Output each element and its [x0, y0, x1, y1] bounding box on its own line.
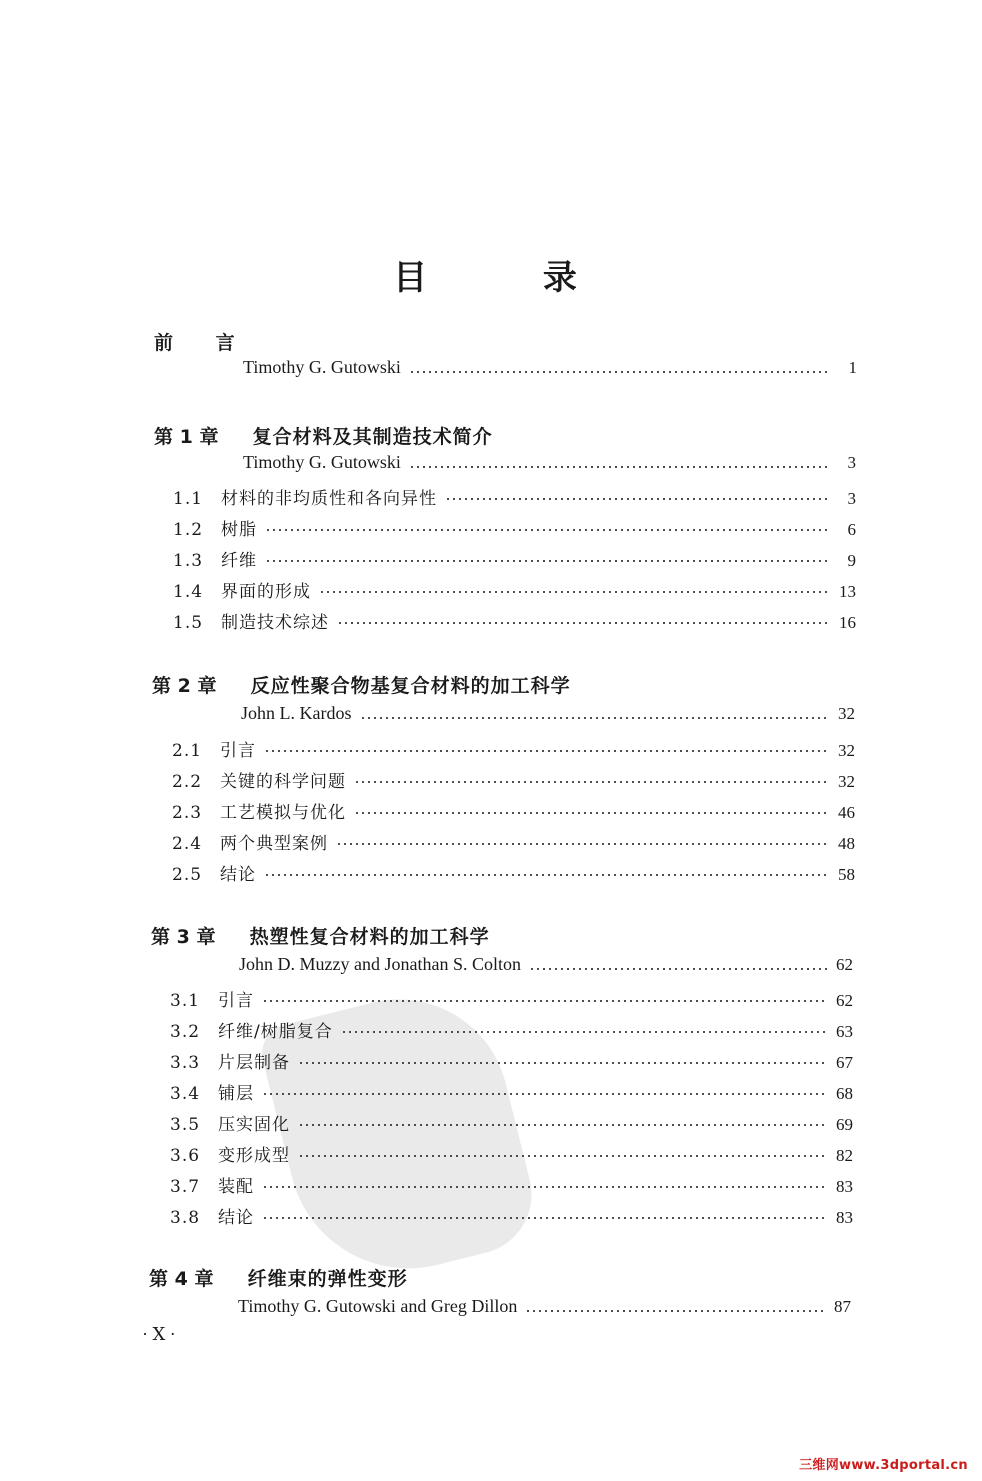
leader-dots [354, 811, 829, 815]
leader-dots [360, 716, 830, 720]
chapter-2-author-row[interactable] [241, 703, 855, 727]
leader-dots [264, 749, 829, 753]
page-title: 目 录 [393, 258, 629, 298]
chapter-title: 热塑性复合材料的加工科学 [249, 926, 490, 948]
section-title: 两个典型案例 [220, 834, 328, 854]
leader-dots [262, 999, 827, 1003]
section-page: 67 [836, 1053, 853, 1072]
section-number: 3.3 [170, 1053, 201, 1073]
section-number: 1.5 [173, 613, 204, 633]
section-page: 9 [847, 551, 856, 570]
toc-entry[interactable] [170, 1172, 853, 1196]
section-number: 2.1 [172, 741, 203, 761]
leader-dots [262, 1092, 827, 1096]
toc-entry[interactable] [170, 1110, 853, 1134]
chapter-title: 复合材料及其制造技术简介 [252, 426, 493, 448]
section-title: 界面的形成 [221, 582, 311, 602]
toc-entry[interactable] [170, 1017, 853, 1041]
section-title: 结论 [220, 865, 256, 885]
section-page: 62 [836, 991, 853, 1010]
leader-dots [337, 621, 830, 625]
page-number-footer: · Ⅹ · [142, 1324, 176, 1344]
section-page: 68 [836, 1084, 853, 1103]
section-number: 1.3 [173, 551, 204, 571]
leader-dots [298, 1123, 827, 1127]
toc-entry[interactable] [173, 577, 856, 601]
leader-dots [262, 1185, 827, 1189]
toc-entry[interactable] [172, 767, 855, 791]
chapter-label: 第 2 章 [152, 675, 217, 697]
leader-dots [529, 967, 827, 971]
chapter-title: 纤维束的弹性变形 [247, 1268, 408, 1290]
section-number: 2.3 [172, 803, 203, 823]
section-title: 变形成型 [218, 1146, 290, 1166]
section-page: 32 [838, 741, 855, 760]
section-title: 工艺模拟与优化 [220, 803, 346, 823]
section-page: 83 [836, 1177, 853, 1196]
section-page: 3 [847, 489, 856, 508]
preface-page: 1 [848, 358, 857, 377]
chapter-4-heading[interactable] [149, 1264, 408, 1291]
author-page: 87 [834, 1297, 851, 1316]
chapter-1-author-row[interactable] [243, 452, 856, 476]
toc-entry[interactable] [170, 986, 853, 1010]
site-watermark: 三维网www.3dportal.cn [799, 1458, 968, 1473]
chapter-title: 反应性聚合物基复合材料的加工科学 [250, 675, 571, 697]
toc-entry[interactable] [173, 608, 856, 632]
leader-dots [265, 528, 830, 532]
chapter-author: Timothy G. Gutowski and Greg Dillon [238, 1296, 518, 1316]
section-title: 材料的非均质性和各向异性 [221, 489, 437, 509]
section-title: 引言 [220, 741, 256, 761]
toc-entry[interactable] [170, 1048, 853, 1072]
leader-dots [264, 873, 829, 877]
section-number: 3.8 [170, 1208, 201, 1228]
chapter-4-author-row[interactable] [238, 1296, 851, 1320]
toc-entry[interactable] [172, 736, 855, 760]
toc-entry[interactable] [172, 829, 855, 853]
section-page: 16 [839, 613, 856, 632]
section-number: 3.2 [170, 1022, 201, 1042]
toc-entry[interactable] [173, 515, 856, 539]
leader-dots [409, 370, 831, 374]
section-page: 58 [838, 865, 855, 884]
section-title: 引言 [218, 991, 254, 1011]
leader-dots [354, 780, 829, 784]
chapter-author: John L. Kardos [241, 703, 352, 723]
section-title: 装配 [218, 1177, 254, 1197]
section-number: 1.4 [173, 582, 204, 602]
section-number: 3.1 [170, 991, 201, 1011]
section-title: 树脂 [221, 520, 257, 540]
chapter-label: 第 3 章 [151, 926, 216, 948]
preface-author: Timothy G. Gutowski [243, 357, 401, 377]
chapter-1-heading[interactable] [154, 422, 493, 449]
toc-entry[interactable] [172, 860, 855, 884]
preface-author-row[interactable] [243, 357, 857, 381]
author-page: 32 [838, 704, 855, 723]
section-page: 69 [836, 1115, 853, 1134]
section-title: 结论 [218, 1208, 254, 1228]
leader-dots [265, 559, 830, 563]
chapter-3-author-row[interactable] [239, 954, 853, 978]
section-number: 3.7 [170, 1177, 201, 1197]
toc-entry[interactable] [170, 1079, 853, 1103]
section-title: 片层制备 [218, 1053, 290, 1073]
section-page: 6 [847, 520, 856, 539]
preface-heading: 前 言 [154, 332, 253, 354]
section-number: 3.5 [170, 1115, 201, 1135]
section-page: 46 [838, 803, 855, 822]
section-page: 63 [836, 1022, 853, 1041]
leader-dots [319, 590, 830, 594]
section-number: 1.2 [173, 520, 204, 540]
leader-dots [262, 1216, 827, 1220]
leader-dots [298, 1061, 827, 1065]
section-title: 制造技术综述 [221, 613, 329, 633]
toc-entry[interactable] [173, 484, 856, 508]
chapter-3-heading[interactable] [151, 922, 490, 949]
leader-dots [341, 1030, 827, 1034]
section-number: 3.4 [170, 1084, 201, 1104]
section-number: 2.2 [172, 772, 203, 792]
section-number: 2.4 [172, 834, 203, 854]
toc-entry[interactable] [170, 1203, 853, 1227]
chapter-author: Timothy G. Gutowski [243, 452, 401, 472]
chapter-author: John D. Muzzy and Jonathan S. Colton [239, 954, 521, 974]
chapter-label: 第 1 章 [154, 426, 219, 448]
section-title: 关键的科学问题 [220, 772, 346, 792]
leader-dots [525, 1309, 825, 1313]
section-title: 铺层 [218, 1084, 254, 1104]
section-number: 1.1 [173, 489, 204, 509]
leader-dots [409, 465, 830, 469]
section-page: 48 [838, 834, 855, 853]
section-number: 3.6 [170, 1146, 201, 1166]
section-page: 32 [838, 772, 855, 791]
leader-dots [336, 842, 829, 846]
author-page: 62 [836, 955, 853, 974]
section-title: 纤维 [221, 551, 257, 571]
toc-entry[interactable] [172, 798, 855, 822]
author-page: 3 [847, 453, 856, 472]
section-page: 13 [839, 582, 856, 601]
section-title: 压实固化 [218, 1115, 290, 1135]
chapter-label: 第 4 章 [149, 1268, 214, 1290]
leader-dots [445, 497, 830, 501]
section-page: 83 [836, 1208, 853, 1227]
toc-entry[interactable] [170, 1141, 853, 1165]
leader-dots [298, 1154, 827, 1158]
chapter-2-heading[interactable] [152, 671, 571, 698]
section-title: 纤维/树脂复合 [218, 1022, 333, 1042]
section-page: 82 [836, 1146, 853, 1165]
section-number: 2.5 [172, 865, 203, 885]
toc-entry[interactable] [173, 546, 856, 570]
